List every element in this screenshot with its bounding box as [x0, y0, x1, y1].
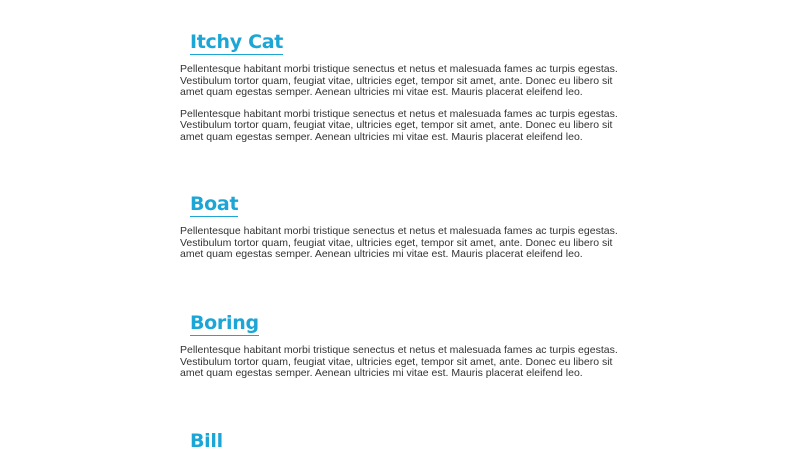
- section-title-link[interactable]: Itchy Cat: [190, 31, 284, 53]
- section-paragraph: Pellentesque habitant morbi tristique senectus et netus et malesuada fames ac turpis egestas. Vestibulum tortor quam, feugiat vitae, ultricies eget, tempor sit amet, ante. Donec eu libero sit amet quam egestas semper. Aenean ultricies mi vitae est. Mauris placerat eleifend leo.: [180, 344, 618, 380]
- section-boring: [180, 311, 630, 380]
- section-bill: [180, 429, 630, 450]
- section-heading: [190, 192, 238, 217]
- section-title-wrap: [180, 30, 630, 60]
- section-heading: [190, 311, 259, 336]
- section-paragraph: Pellentesque habitant morbi tristique senectus et netus et malesuada fames ac turpis egestas. Vestibulum tortor quam, feugiat vitae, ultricies eget, tempor sit amet, ante. Donec eu libero sit amet quam egestas semper. Aenean ultricies mi vitae est. Mauris placerat eleifend leo.: [180, 107, 618, 143]
- section-title-wrap: [180, 192, 630, 222]
- section-paragraph: Pellentesque habitant morbi tristique senectus et netus et malesuada fames ac turpis egestas. Vestibulum tortor quam, feugiat vitae, ultricies eget, tempor sit amet, ante. Donec eu libero sit amet quam egestas semper. Aenean ultricies mi vitae est. Mauris placerat eleifend leo.: [180, 63, 618, 99]
- section-heading: [190, 30, 283, 55]
- section-heading: [190, 429, 223, 450]
- section-paragraph: Pellentesque habitant morbi tristique senectus et netus et malesuada fames ac turpis egestas. Vestibulum tortor quam, feugiat vitae, ultricies eget, tempor sit amet, ante. Donec eu libero sit amet quam egestas semper. Aenean ultricies mi vitae est. Mauris placerat eleifend leo.: [180, 225, 618, 261]
- section-itchy-cat: [180, 30, 630, 144]
- section-title-wrap: [180, 311, 630, 341]
- section-title-link[interactable]: Boat: [190, 193, 239, 215]
- section-boat: [180, 192, 630, 261]
- section-title-wrap: [180, 429, 630, 450]
- section-title-link[interactable]: Bill: [190, 430, 223, 450]
- section-title-link[interactable]: Boring: [190, 312, 259, 334]
